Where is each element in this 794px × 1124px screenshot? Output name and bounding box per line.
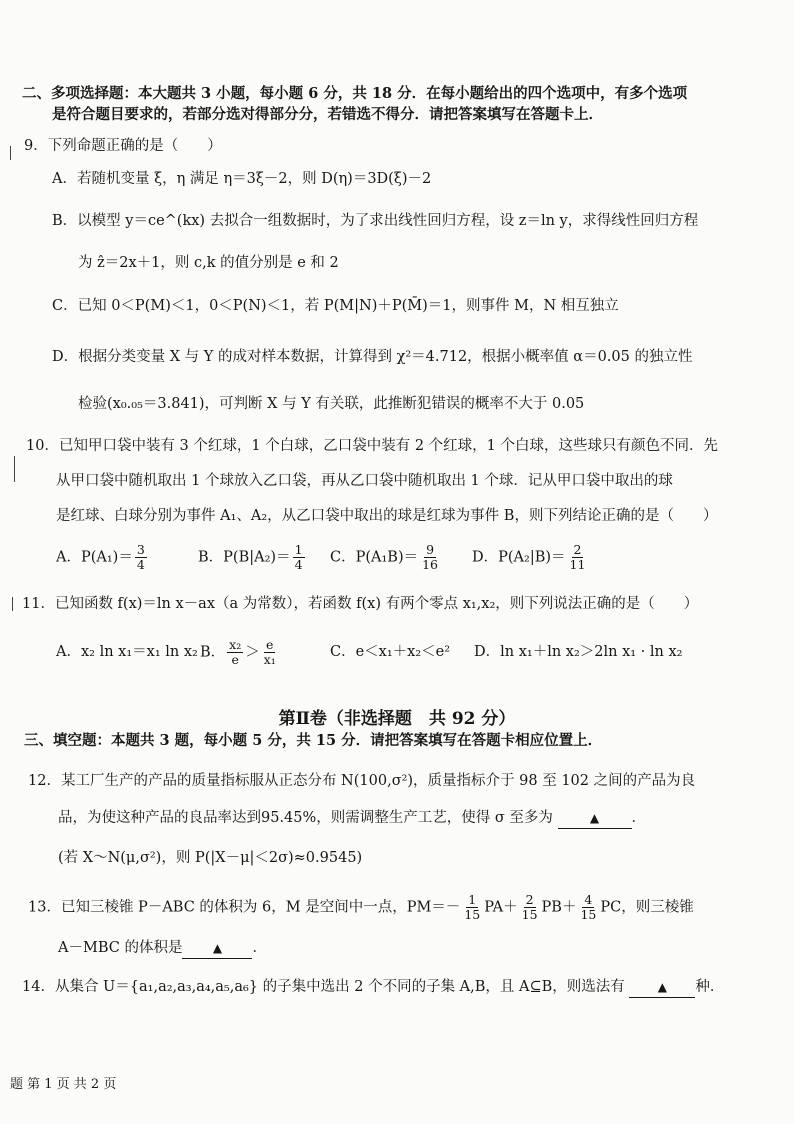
q10-option-c-label: C．P(A₁B)＝ — [330, 549, 419, 566]
numerator: e — [266, 637, 274, 652]
q9-option-d-line1: D．根据分类变量 X 与 Y 的成对样本数据，计算得到 χ²＝4.712，根据小概率值 α＝0.05 的独立性 — [52, 349, 693, 365]
denominator: 4 — [136, 557, 145, 572]
numerator: 3 — [136, 542, 145, 557]
denominator: 15 — [580, 907, 597, 922]
period: ． — [631, 810, 647, 826]
margin-mark — [10, 146, 11, 160]
q14-text: 14．从集合 U＝{a₁,a₂,a₃,a₄,a₅,a₆} 的子集中选出 2 个不同的子集 A,B，且 A⊆B，则选法有 — [22, 979, 625, 995]
fraction — [420, 543, 440, 572]
vector-term: PC，则三棱锥 — [600, 899, 694, 916]
period: ． — [252, 940, 267, 956]
q9-option-b-line2: 为 ẑ＝2x＋1，则 c,k 的值分别是 e 和 2 — [78, 255, 339, 271]
denominator: 15 — [521, 907, 538, 922]
q11-option-b-label: B． — [200, 644, 226, 661]
q10-stem-line1: 10．已知甲口袋中装有 3 个红球，1 个白球，乙口袋中装有 2 个红球，1 个白球，这些球只有颜色不同．先 — [26, 438, 719, 454]
fraction — [568, 543, 588, 572]
q12-answer-blank: ▲ — [558, 808, 632, 829]
denominator: 4 — [294, 557, 303, 572]
q10-option-d-label: D．P(A₂|B)＝ — [472, 549, 566, 566]
q10-stem-line3: 是红球、白球分别为事件 A₁、A₂，从乙口袋中取出的球是红球为事件 B，则下列结论正确的是（ ） — [56, 508, 718, 524]
q10-option-b-label: B．P(B|A₂)＝ — [198, 549, 291, 566]
q10-option-c — [330, 543, 442, 572]
q11-option-c: C．e＜x₁＋x₂＜e² — [330, 644, 451, 660]
numerator: 2 — [525, 892, 534, 907]
denominator: x₁ — [263, 652, 276, 667]
numerator: 4 — [584, 892, 593, 907]
q13-stem-line1 — [28, 893, 694, 922]
q9-option-c: C．已知 0＜P(M)＜1，0＜P(N)＜1，若 P(M|N)＋P(M̄)＝1，则事件 M，N 相互独立 — [52, 298, 619, 314]
fraction — [135, 543, 147, 572]
section2-instructions-line2: 是符合题目要求的，若部分选对得部分分，若错选不得分．请把答案填写在答题卡上． — [52, 106, 603, 123]
page-footer: 题 第 1 页 共 2 页 — [10, 1077, 117, 1092]
q10-option-b — [198, 543, 307, 572]
section3-instructions: 三、填空题：本题共 3 题，每小题 5 分，共 15 分．请把答案填写在答题卡相应位置上． — [24, 732, 603, 749]
q10-option-d — [472, 543, 589, 572]
q13-stem-line2 — [58, 938, 267, 959]
q13-answer-blank: ▲ — [182, 938, 252, 959]
section2-instructions-line1: 二、多项选择题：本大题共 3 小题，每小题 6 分，共 18 分．在每小题给出的四个选项中，有多个选项 — [22, 85, 688, 102]
vector-term: PA＋ — [484, 899, 518, 916]
q10-stem-line2: 从甲口袋中随机取出 1 个球放入乙口袋，再从乙口袋中随机取出 1 个球．记从甲口袋中取出的球 — [56, 473, 673, 489]
q9-option-a: A．若随机变量 ξ，η 满足 η＝3ξ－2，则 D(η)＝3D(ξ)－2 — [52, 171, 432, 187]
q12-stem-line2 — [58, 808, 646, 829]
q13-text: 13．已知三棱锥 P－ABC 的体积为 6，M 是空间中一点，PM＝－ — [28, 899, 461, 916]
numerator: 1 — [294, 542, 303, 557]
q14-unit: 种． — [695, 979, 725, 995]
part2-title: 第Ⅱ卷（非选择题 共 92 分） — [278, 709, 516, 729]
vector-term: PB＋ — [541, 899, 577, 916]
q11-option-a: A．x₂ ln x₁＝x₁ ln x₂ — [56, 644, 198, 660]
numerator: 1 — [468, 892, 477, 907]
q13-text: A－MBC 的体积是 — [58, 940, 183, 956]
denominator: 11 — [569, 557, 586, 572]
fraction — [293, 543, 305, 572]
fraction — [578, 893, 598, 922]
q9-stem: 9．下列命题正确的是（ ） — [24, 138, 222, 154]
margin-mark — [12, 597, 13, 611]
q12-text: 品，为使这种产品的良品率达到95.45%，则需调整生产工艺，使得 σ 至多为 — [58, 810, 553, 826]
q11-stem: 11．已知函数 f(x)＝ln x－ax（a 为常数），若函数 f(x) 有两个零点 x₁,x₂，则下列说法正确的是（ ） — [22, 596, 699, 612]
q11-option-b — [200, 638, 280, 667]
q9-option-b-line1: B．以模型 y＝ce^(kx) 去拟合一组数据时，为了求出线性回归方程，设 z＝ln y，求得线性回归方程 — [52, 213, 699, 229]
q12-stem-line1: 12．某工厂生产的产品的质量指标服从正态分布 N(100,σ²)，质量指标介于 98 至 102 之间的产品为良 — [28, 773, 696, 789]
q14-answer-blank: ▲ — [629, 977, 695, 998]
q14-stem — [22, 977, 724, 998]
q11-option-d: D．ln x₁＋ln x₂＞2ln x₁ · ln x₂ — [474, 644, 683, 660]
numerator: 9 — [426, 542, 435, 557]
fraction — [462, 893, 482, 922]
denominator: 16 — [422, 557, 439, 572]
greater-than: ＞ — [245, 644, 260, 661]
denominator: e — [231, 652, 239, 667]
fraction — [262, 638, 278, 667]
q10-option-a-label: A．P(A₁)＝ — [56, 549, 133, 566]
q9-option-d-line2: 检验(x₀.₀₅＝3.841)，可判断 X 与 Y 有关联，此推断犯错误的概率不大于 0.05 — [78, 396, 585, 412]
numerator: 2 — [573, 542, 582, 557]
margin-mark — [14, 456, 15, 482]
fraction — [227, 638, 243, 667]
numerator: x₂ — [229, 637, 242, 652]
fraction — [520, 893, 540, 922]
q12-hint: (若 X～N(μ,σ²)，则 P(|X－μ|＜2σ)≈0.9545) — [58, 850, 363, 866]
q10-option-a — [56, 543, 149, 572]
denominator: 15 — [464, 907, 481, 922]
